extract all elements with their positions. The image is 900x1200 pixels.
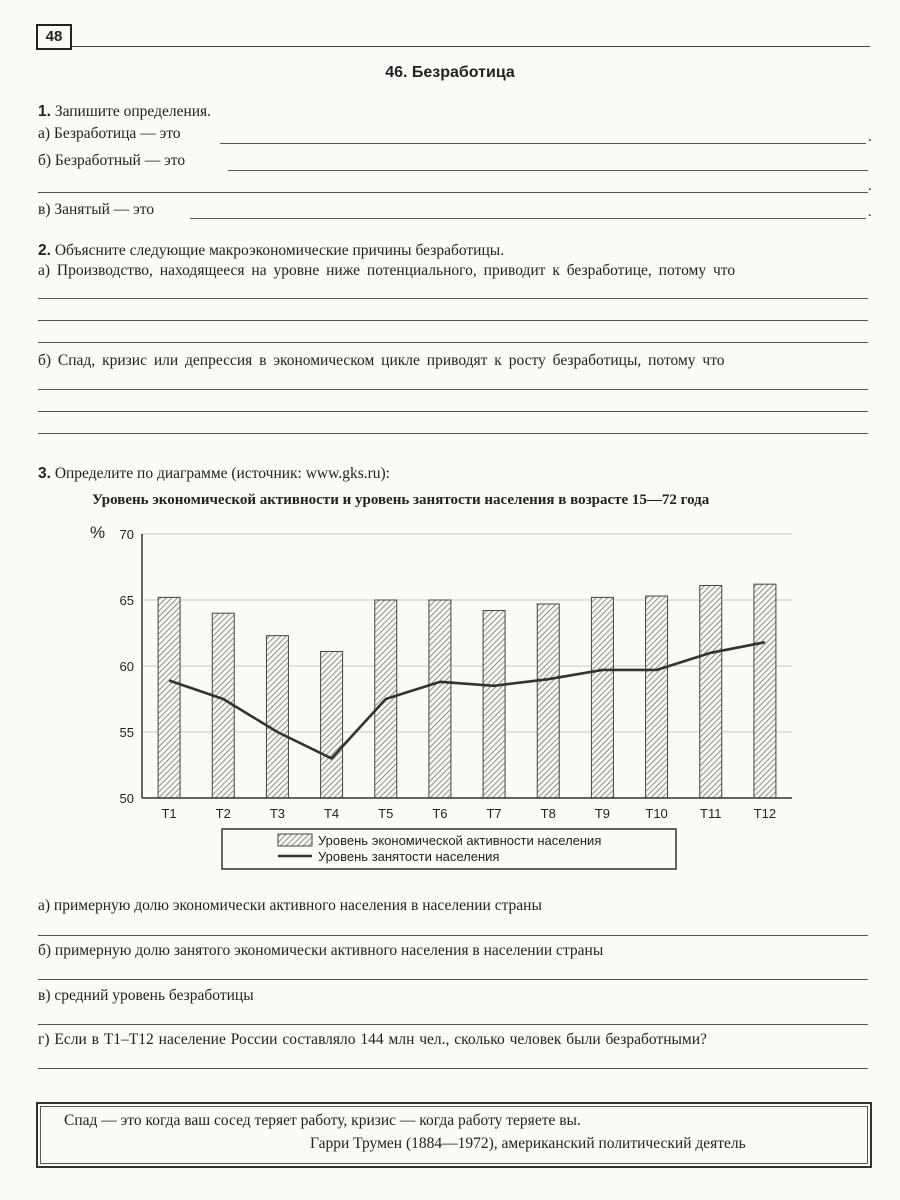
x-tick-label: Т9 — [594, 806, 611, 821]
y-tick-label: 50 — [119, 791, 134, 806]
task3-b-label: б) примерную долю занятого экономически активного населения в населении страны — [38, 942, 604, 959]
x-tick-label: Т5 — [378, 806, 394, 821]
task3-text: Определите по диаграмме (источник: www.gks.ru): — [54, 465, 390, 482]
x-tick-label: Т3 — [269, 806, 286, 821]
y-tick-label: 55 — [119, 725, 134, 740]
line-end-dot: . — [868, 204, 872, 220]
task1-b-label: б) Безработный — это — [38, 152, 186, 169]
answer-line[interactable] — [38, 1068, 868, 1069]
x-tick-label: Т1 — [161, 806, 177, 821]
y-tick-label: 65 — [119, 593, 134, 608]
answer-line[interactable] — [38, 935, 868, 936]
answer-line[interactable] — [38, 979, 868, 980]
page-title: 46. Безработица — [385, 64, 515, 81]
bar — [700, 585, 722, 798]
line-end-dot: . — [868, 129, 872, 145]
x-tick-label: Т6 — [432, 806, 448, 821]
legend-label: Уровень занятости населения — [318, 849, 500, 864]
chart-title: Уровень экономической активности и уровень занятости населения в возрасте 15—72 года — [92, 492, 710, 508]
y-tick-label: 70 — [119, 527, 134, 542]
line-end-dot: . — [868, 178, 872, 194]
task1-number: 1. — [38, 103, 51, 120]
page-number: 48 — [36, 24, 72, 50]
x-tick-label: Т8 — [540, 806, 556, 821]
x-tick-label: Т2 — [215, 806, 231, 821]
task3-number: 3. — [38, 465, 51, 482]
x-tick-label: Т12 — [753, 806, 777, 821]
task3-c-label: в) средний уровень безработицы — [38, 987, 254, 1004]
task1-c-label: в) Занятый — это — [38, 201, 155, 218]
task2-a-label: а) Производство, находящееся на уровне ниже потенциального, приводит к безработице, потому что — [38, 262, 736, 279]
series-line — [169, 642, 765, 758]
bar — [321, 651, 343, 798]
answer-line[interactable] — [38, 1024, 868, 1025]
task3-a-label: а) примерную долю экономически активного населения в населении страны — [38, 897, 542, 914]
task2-b-label: б) Спад, кризис или депрессия в экономическом цикле приводят к росту безработицы, потому что — [38, 352, 725, 369]
bar — [754, 584, 776, 798]
bar — [212, 613, 234, 798]
quote-text: Спад — это когда ваш сосед теряет работу, кризис — когда работу теряете вы. — [64, 1112, 581, 1129]
bar — [537, 604, 559, 798]
x-tick-label: Т10 — [645, 806, 668, 821]
bar — [483, 611, 505, 798]
y-axis-label: % — [90, 523, 106, 542]
bar — [158, 597, 180, 798]
x-tick-label: Т7 — [486, 806, 502, 821]
x-tick-label: Т4 — [323, 806, 340, 821]
bar — [266, 636, 288, 798]
task1-text: Запишите определения. — [54, 103, 212, 120]
bar — [646, 596, 668, 798]
task2-number: 2. — [38, 242, 51, 259]
bar — [591, 597, 613, 798]
task2-text: Объясните следующие макроэкономические причины безработицы. — [54, 242, 505, 259]
task1-a-label: а) Безработица — это — [38, 125, 181, 142]
quote-author: Гарри Трумен (1884—1972), американский политический деятель — [310, 1135, 746, 1152]
legend-swatch-bar — [278, 834, 312, 846]
y-tick-label: 60 — [119, 659, 134, 674]
legend-label: Уровень экономической активности населения — [318, 833, 602, 848]
x-tick-label: Т11 — [700, 806, 722, 821]
bar — [429, 600, 451, 798]
task3-d-label: г) Если в Т1–Т12 население России составляло 144 млн чел., сколько человек были безработными? — [38, 1031, 707, 1048]
